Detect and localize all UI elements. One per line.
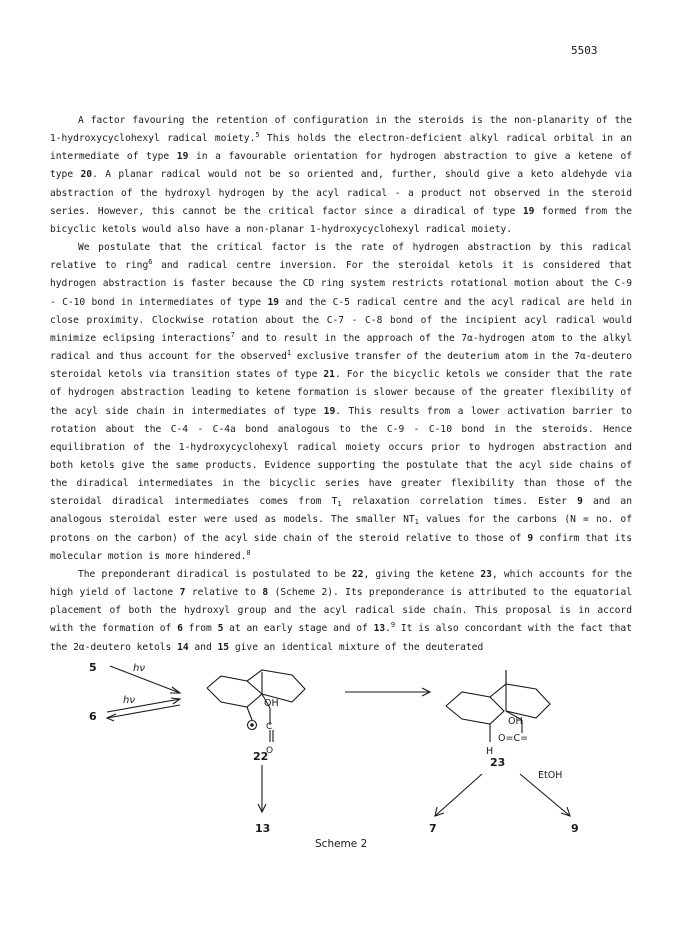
compound-number: 19 (267, 296, 280, 308)
subscript: 1 (414, 518, 419, 527)
etoh-label: EtOH (538, 770, 563, 781)
compound-number: 7 (179, 587, 186, 599)
reference-superscript: 9 (390, 621, 396, 630)
compound-number: 5 (217, 623, 224, 635)
scheme-drawing (0, 650, 680, 890)
scheme-caption: Scheme 2 (315, 838, 368, 850)
structure-23 (446, 670, 550, 742)
page-number: 5503 (571, 44, 598, 57)
arrow-6-to-22 (107, 699, 180, 712)
compound-number: 13 (373, 623, 386, 635)
arrow-5-to-22 (110, 666, 180, 693)
label-7: 7 (429, 822, 437, 835)
reference-superscript: 5 (255, 131, 260, 140)
oh-label-22: OH (264, 698, 279, 709)
compound-number: 15 (217, 641, 230, 653)
arrow-head (171, 698, 180, 704)
label-9: 9 (571, 822, 579, 835)
subscript: 1 (337, 500, 342, 509)
compound-number: 9 (577, 496, 583, 508)
label-23: 23 (490, 756, 506, 769)
compound-number: 23 (480, 568, 492, 580)
paragraph: A factor favouring the retention of configuration in the steroids is the non-planarity of the 1-hydroxycyclohexyl radical moiety.$^5$ This holds the electron-deficient alkyl radical orbital in an intermediate of type 19 in a favourable orientation for hydrogen abstraction to give a ketene of type 20. A planar radical would not be so oriented and, further, should give a keto aldehyde via abstraction of the hydroxyl hydrogen by the acyl radical - a product not observed in the steroid series. However, this cannot be the critical factor since a diradical of type 19 formed from the bicyclic ketols would also have a non-planar 1-hydroxycyclohexyl radical moiety. (50, 115, 632, 235)
arrow-23-to-7 (435, 774, 482, 816)
compound-number: 20 (80, 169, 93, 181)
reference-superscript: 1 (286, 349, 292, 358)
hv-label-top: hν (133, 663, 145, 674)
label-6: 6 (89, 710, 97, 723)
compound-number: 19 (522, 205, 535, 217)
reference-superscript: 7 (230, 330, 235, 339)
label-22: 22 (253, 750, 269, 763)
compound-number: 14 (177, 641, 189, 653)
radical-dot (251, 724, 253, 726)
ketene-label-23: O=C= (498, 733, 529, 744)
compound-number: 19 (176, 151, 189, 163)
compound-number: 6 (177, 623, 183, 635)
compound-number: 8 (262, 587, 269, 599)
compound-number: 21 (323, 369, 335, 381)
o-label-22: O (266, 746, 274, 756)
compound-number: 19 (323, 405, 336, 417)
structure-22 (207, 670, 305, 742)
paragraph: The preponderant diradical is postulated to be 22, giving the ketene 23, which accounts for the high yield of lactone 7 relative to 8 (Scheme 2). Its preponderance is attributed to the equatorial placement of both the hydroxyl group and the acyl radical side chain. This proposal is in accord with the formation of 6 from 5 at an early stage and of 13.$^9$ It is also concordant with the fact that the 2α-deutero ketols 14 and 15 give an identical mixture of the deuterated (50, 568, 633, 653)
paragraph: We postulate that the critical factor is the rate of hydrogen abstraction by this radical relative to ring$^6$ and radical centre inversion. For the steroidal ketols it is considered that hydrogen abstraction is faster because the CD ring system restricts rotational motion about the C-9 - C-10 bond in intermediates of type 19 and the C-5 radical centre and the acyl radical are held in close proximity. Clockwise rotation about the C-7 - C-8 bond of the incipient acyl radical would minimize eclipsing interactions$^7$ and to result in the approach of the 7α-hydrogen atom to the alkyl radical and thus account for the observed$^1$ exclusive transfer of the deuterium atom in the 7α-deutero steroidal ketols via transition states of type 21. For the bicyclic ketols we consider that the rate of hydrogen abstraction leading to ketene formation is slower because of the greater flexibility of the acyl side chain in intermediates of type 19. This results from a lower activation barrier to rotation about the C-4 - C-4a bond analogous to the C-9 - C-10 bond in the steroids. Hence equilibration of the 1-hydroxycyclohexyl radical moiety occurs prior to hydrogen abstraction and both ketols give the same products. Evidence supporting the postulate that the acyl side chains of the diradical intermediates in the bicyclic series have greater flexibility than those of the steroidal diradical intermediates comes from $T_1$ relaxation correlation times. Ester 9 and an analogous steroidal ester were used as models. The smaller $NT_1$ values for the carbons (N = no. of protons on the carbon) of the acyl side chain of the steroid relative to those of 9 confirm that its molecular motion is more hindered.$^8$ (50, 242, 632, 562)
oh-label-23: OH (508, 716, 523, 727)
reaction-scheme (0, 650, 680, 890)
arrow-22-to-6 (107, 705, 180, 718)
label-13: 13 (255, 822, 271, 835)
compound-number: 22 (351, 568, 364, 580)
h-label-23: H (486, 746, 494, 757)
compound-number: 9 (527, 532, 534, 544)
reference-superscript: 8 (246, 548, 251, 557)
body-text (50, 112, 632, 657)
reference-superscript: 6 (148, 258, 153, 267)
label-5: 5 (89, 661, 97, 674)
hv-label-bottom: hν (123, 695, 135, 706)
c-label-22: C (266, 722, 273, 732)
